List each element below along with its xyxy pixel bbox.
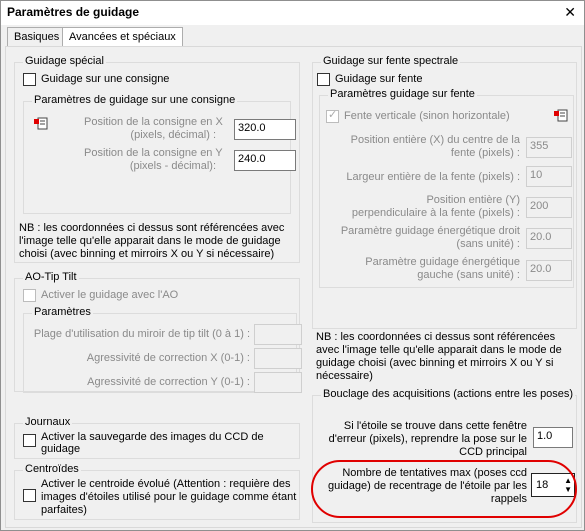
slit-width-input[interactable]: 10 [526,166,572,187]
logs-title: Journaux [25,416,71,428]
error-window-label-1: Si l'étoile se trouve dans cette fenêtre [343,420,527,432]
tab-panel [5,46,582,528]
slit-center-label-2: fente (pixels) : [450,147,520,159]
window-title: Paramètres de guidage [7,5,140,19]
advanced-centroid-label-3: parfaites) [41,504,87,516]
slit-center-label-1: Position entière (X) du centre de la [350,134,520,146]
slit-guiding-group [312,55,577,329]
energy-left-input[interactable]: 20.0 [526,260,572,281]
setpoint-params-group [23,94,291,214]
error-window-input[interactable]: 1.0 [533,427,573,448]
tab-basiques[interactable]: Basiques [7,27,66,46]
slit-perp-label-1: Position entière (Y) [426,194,520,206]
energy-right-label-2: (sans unité) : [456,238,520,250]
save-images-checkbox[interactable] [23,434,36,447]
y-setpoint-label-1: Position de la consigne en Y [84,147,223,159]
advanced-centroid-label-2: images d'étoiles utilisé pour le guidage comme étant [41,491,297,503]
save-images-label-1: Activer la sauvegarde des images du CCD de [41,431,264,443]
max-retries-label-3: rappels [490,493,527,505]
vertical-slit-label: Fente verticale (sinon horizontale) [344,110,510,122]
setpoint-params-title: Paramètres de guidage sur une consigne [34,94,236,106]
special-guiding-title: Guidage spécial [25,55,104,67]
tab-avancees[interactable]: Avancées et spéciaux [62,27,183,47]
slit-width-label: Largeur entière de la fente (pixels) : [346,171,520,183]
max-retries-label-2: guidage) de recentrage de l'étoile par les [327,480,527,492]
ao-tiptilt-title: AO-Tip Tilt [25,271,77,283]
y-setpoint-input[interactable]: 240.0 [234,150,296,171]
ao-params-title: Paramètres [34,306,91,318]
special-guiding-group [14,55,300,263]
red-highlight-ellipse [311,460,577,518]
energy-right-label-1: Paramètre guidage énergétique droit [340,225,520,237]
centroids-title: Centroïdes [25,463,79,475]
x-setpoint-label-1: Position de la consigne en X [84,116,223,128]
ao-guiding-checkbox[interactable] [23,289,36,302]
centroids-group [14,463,300,520]
slit-params-title: Paramètres guidage sur fente [330,88,475,100]
slit-guiding-label: Guidage sur fente [335,73,423,85]
setpoint-guiding-checkbox[interactable] [23,73,36,86]
advanced-centroid-label-1: Activer le centroide évolué (Attention : requière des [41,478,291,490]
spinner-arrows-icon[interactable]: ▲ ▼ [564,476,572,494]
slit-guiding-checkbox[interactable] [317,73,330,86]
setpoint-guiding-label: Guidage sur une consigne [41,73,170,85]
title-bar [1,1,584,25]
save-images-label-2: guidage [41,443,81,455]
agg-x-input[interactable] [254,348,302,369]
logs-group [14,416,300,459]
ao-tiptilt-group [14,271,300,392]
x-setpoint-input[interactable]: 320.0 [234,119,296,140]
y-setpoint-label-2: (pixels - décimal): [129,160,216,172]
document-icon[interactable] [554,108,568,122]
advanced-centroid-checkbox[interactable] [23,489,36,502]
ao-guiding-label: Activer le guidage avec l'AO [41,289,179,301]
vertical-slit-checkbox[interactable] [326,110,339,123]
energy-left-label-2: gauche (sans unité) : [417,269,520,281]
agg-x-label: Agressivité de correction X (0-1) : [86,352,250,364]
agg-y-label: Agressivité de correction Y (0-1) : [87,376,250,388]
x-setpoint-label-2: (pixels, décimal) : [130,129,216,141]
ao-params-group [23,306,297,393]
special-note: NB : les coordonnées ci dessus sont référencées avec l'image telle qu'elle apparait dans le mode de guidage choisi (avec binning et mirroirs X ou Y si nécessaire) [19,222,285,260]
document-icon[interactable] [34,116,48,130]
max-retries-label-1: Nombre de tentatives max (poses ccd [342,467,527,479]
slit-guiding-title: Guidage sur fente spectrale [323,55,459,67]
acquisition-loop-title: Bouclage des acquisitions (actions entre les poses) [323,388,574,400]
slit-params-group [319,88,574,288]
error-window-label-3: CCD principal [459,446,527,458]
slit-note: NB : les coordonnées ci dessus sont référencées avec l'image telle qu'elle apparait dans le mode de guidage choisi (avec binning et mirroirs X ou Y si nécessaire) [316,331,562,382]
slit-center-input[interactable]: 355 [526,137,572,158]
error-window-label-2: d'erreur (pixels), reprendre la pose sur le [328,433,527,445]
mirror-range-input[interactable] [254,324,302,345]
slit-perp-input[interactable]: 200 [526,197,572,218]
max-retries-value: 18 [536,479,549,491]
agg-y-input[interactable] [254,372,302,393]
energy-right-input[interactable]: 20.0 [526,228,572,249]
energy-left-label-1: Paramètre guidage énergétique [365,256,520,268]
close-icon[interactable]: ✕ [564,4,576,20]
mirror-range-label: Plage d'utilisation du miroir de tip tilt (0 à 1) : [33,328,250,340]
slit-perp-label-2: perpendiculaire à la fente (pixels) : [351,207,520,219]
